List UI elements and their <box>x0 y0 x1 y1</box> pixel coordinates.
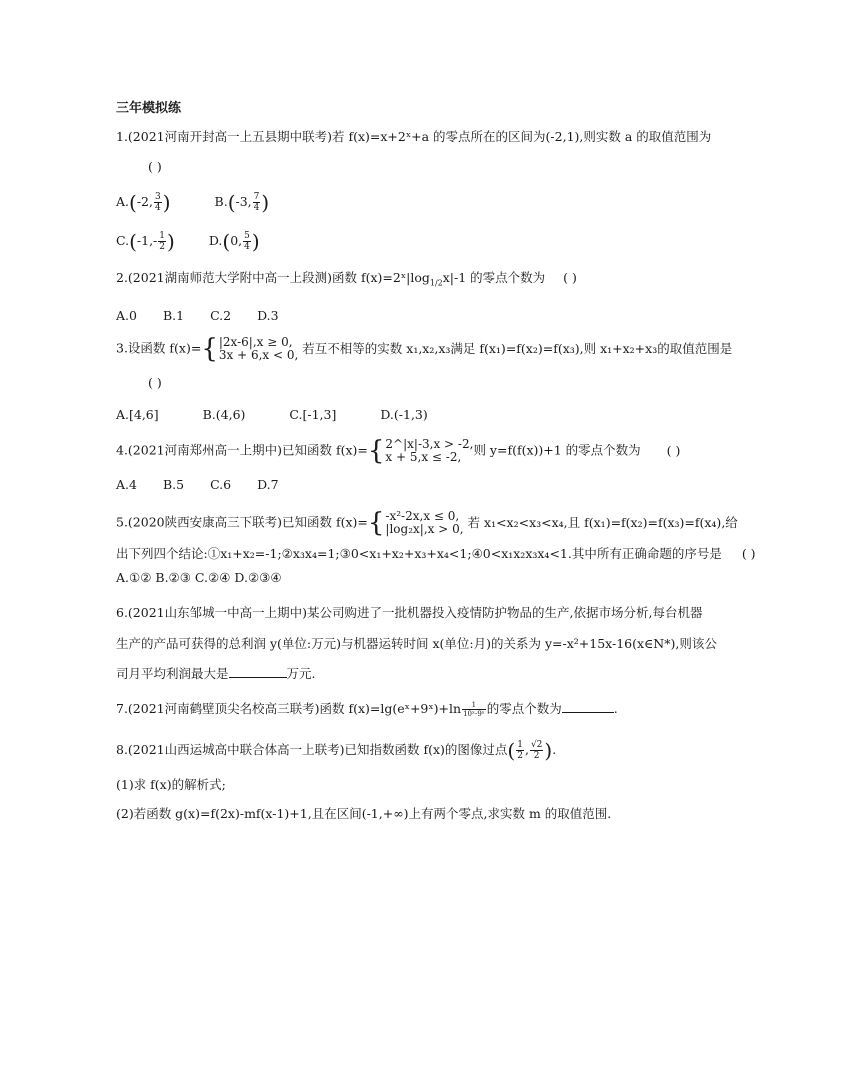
section-title: 三年模拟练 <box>116 101 182 116</box>
q3-option-a: A.[4,6] <box>116 407 159 422</box>
q3-option-d: D.(-1,3) <box>380 407 428 422</box>
q3-case2: 3x + 6,x < 0, <box>218 348 299 362</box>
q4-case2: x + 5,x ≤ -2, <box>385 450 462 464</box>
q4-answer-paren: ( ) <box>666 442 681 458</box>
q8-stem: 8.(2021山西运城高中联合体高一上联考)已知指数函数 f(x)的图像过点( $\frac{1}{2}$ , $\frac{√2}{2}$ ). <box>116 738 557 763</box>
q4-case1: 2^|x|-3,x > -2, <box>385 437 474 451</box>
q6-blank <box>229 665 287 678</box>
q1-answer-paren: ( ) <box>148 159 162 174</box>
q8-part1: (1)求 f(x)的解析式; <box>116 777 226 792</box>
q1-options-row2 <box>116 231 282 252</box>
q1-option-c: C.(-1,- $\frac{1}{2}$ ) <box>116 229 175 254</box>
q7-blank <box>562 700 614 713</box>
q8-part2: (2)若函数 g(x)=f(2x)-mf(x-1)+1,且在区间(-1,+∞)上有两个零点,求实数 m 的取值范围. <box>116 806 612 821</box>
q3-answer-paren: ( ) <box>148 375 162 390</box>
q5-answer-paren: ( ) <box>741 546 756 561</box>
q3-case1: |2x-6|,x ≥ 0, <box>218 335 293 349</box>
q4-option-c: C.6 <box>210 477 232 492</box>
q4-options <box>116 476 301 494</box>
q5-options: A.①② B.②③ C.②④ D.②③④ <box>116 570 282 585</box>
q2-answer-paren: ( ) <box>563 270 577 285</box>
q1-option-d: D.(0, $\frac{5}{4}$ ) <box>208 229 260 254</box>
q1-option-a: A.(-2, $\frac{3}{4}$ ) <box>116 190 171 215</box>
q3-stem: 3.设函数 f(x)={ |2x-6|,x ≥ 0, 3x + 6,x < 0, 若互不相等的实数 x₁,x₂,x₃满足 f(x₁)=f(x₂)=f(x₃),则 x₁+x₂+x₃的取值范围是 <box>116 334 733 364</box>
q2-option-a: A.0 <box>116 308 137 323</box>
q6-line1: 6.(2021山东邹城一中高一上期中)某公司购进了一批机器投入疫情防护物品的生产,依据市场分析,每台机器 <box>116 605 703 620</box>
q1-stem: 1.(2021河南开封高一上五县期中联考)若 f(x)=x+2ˣ+a 的零点所在的区间为(-2,1),则实数 a 的取值范围为 <box>116 129 712 144</box>
q7-stem: 7.(2021河南鹤壁顶尖名校高三联考)函数 f(x)=lg(eˣ+9ˣ)+ln $\frac{1}{\text{10ˣ-9ˣ}}$ 的零点个数为 . <box>116 701 618 718</box>
q3-option-b: B.(4,6) <box>202 407 246 422</box>
q2-option-d: D.3 <box>257 308 279 323</box>
q4-stem: 4.(2021河南郑州高一上期中)已知函数 f(x)={ 2^|x|-3,x > -2, x + 5,x ≤ -2, 则 y=f(f(x))+1 的零点个数为 ( ) <box>116 436 681 466</box>
q1-option-b: B.(-3, $\frac{7}{4}$ ) <box>214 190 270 215</box>
q4-option-d: D.7 <box>257 477 279 492</box>
q3-options <box>116 406 450 424</box>
q5-stem: 5.(2020陕西安康高三下联考)已知函数 f(x)={ -x²-2x,x ≤ 0, |log₂x|,x > 0, 若 x₁<x₂<x₃<x₄,且 f(x₁)=f(x₂)=f(x₃)=f(x₄),给 <box>116 508 738 538</box>
q2-option-b: B.1 <box>162 308 185 323</box>
q6-line2: 生产的产品可获得的总利润 y(单位:万元)与机器运转时间 x(单位:月)的关系为 y=-x²+15x-16(x∈N*),则该公 <box>116 636 717 651</box>
q2-log-base: 1/2 <box>429 278 443 288</box>
q5-conclusions: 出下列四个结论:①x₁+x₂=-1;②x₃x₄=1;③0<x₁+x₂+x₃+x₄<1;④0<x₁x₂x₃x₄<1.其中所有正确命题的序号是 ( ) <box>116 546 756 561</box>
q2-option-c: C.2 <box>210 308 232 323</box>
q6-line3: 司月平均利润最大是 万元. <box>116 666 316 681</box>
q5-case1: -x²-2x,x ≤ 0, <box>385 509 460 523</box>
q2-stem: 2.(2021湖南师范大学附中高一上段测)函数 $f(x)=2ˣ|\log_{1/2}x|-1$ 的零点个数为 ( ) <box>116 270 577 288</box>
q5-case2: |log₂x|,x > 0, <box>385 522 464 536</box>
q4-option-a: A.4 <box>116 477 137 492</box>
q2-options <box>116 307 301 325</box>
q4-option-b: B.5 <box>162 477 185 492</box>
q1-options-row1 <box>116 192 291 213</box>
q3-option-c: C.[-1,3] <box>289 407 337 422</box>
